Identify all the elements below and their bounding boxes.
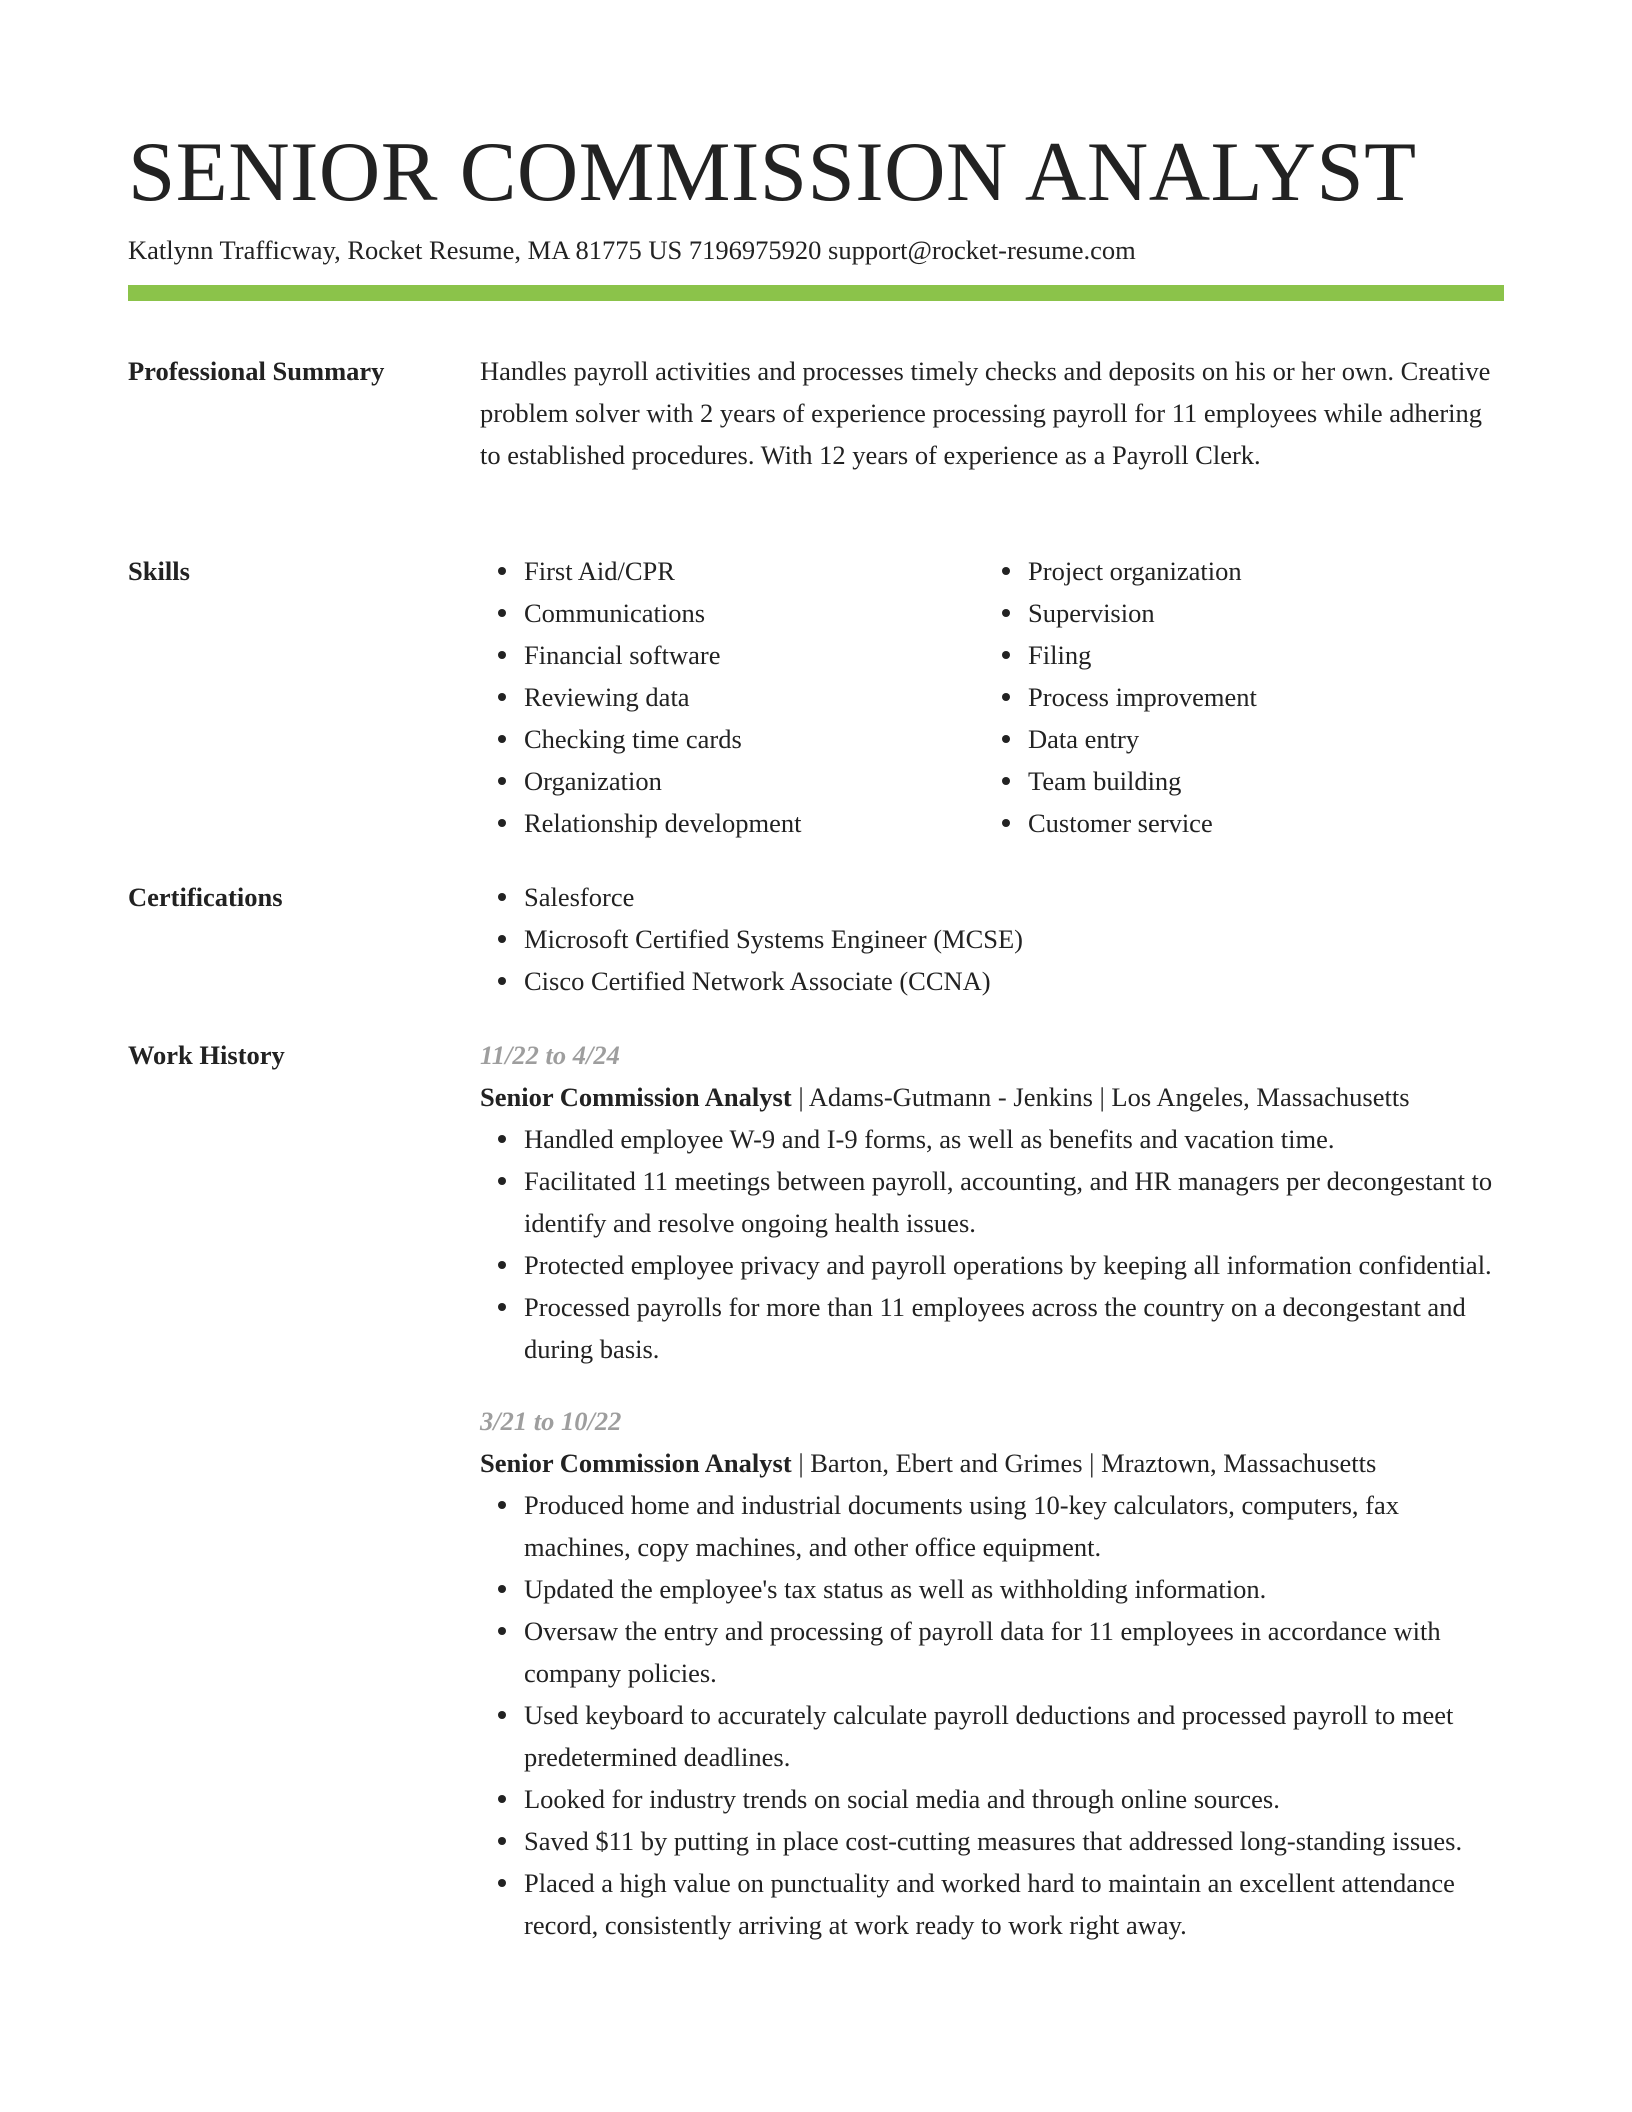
work-history-body xyxy=(480,1034,1504,1976)
skill-item: Data entry xyxy=(1028,718,1484,760)
certifications-label: Certifications xyxy=(128,882,283,912)
summary-body xyxy=(480,350,1504,476)
skill-item: Financial software xyxy=(524,634,984,676)
skill-item: Checking time cards xyxy=(524,718,984,760)
skills-list-right xyxy=(984,550,1484,844)
work-history-label: Work History xyxy=(128,1040,285,1070)
certifications-list xyxy=(480,876,1504,1002)
skill-item: Process improvement xyxy=(1028,676,1484,718)
job-date: 11/22 to 4/24 xyxy=(480,1040,620,1070)
skill-item: Organization xyxy=(524,760,984,802)
skills-list-left xyxy=(480,550,984,844)
certification-item: Salesforce xyxy=(524,876,1504,918)
certification-item: Cisco Certified Network Associate (CCNA) xyxy=(524,960,1504,1002)
skill-item: Team building xyxy=(1028,760,1484,802)
job-company: | Adams-Gutmann - Jenkins | Los Angeles, Massachusetts xyxy=(791,1082,1410,1112)
job-entry xyxy=(480,1400,1504,1946)
certifications-body xyxy=(480,876,1504,1002)
summary-label: Professional Summary xyxy=(128,356,385,386)
job-bullet: Saved $11 by putting in place cost-cutting measures that addressed long-standing issues. xyxy=(524,1820,1504,1862)
skills-label: Skills xyxy=(128,556,190,586)
job-bullet: Protected employee privacy and payroll operations by keeping all information confidential. xyxy=(524,1244,1504,1286)
skill-item: First Aid/CPR xyxy=(524,550,984,592)
job-bullet: Oversaw the entry and processing of payroll data for 11 employees in accordance with company policies. xyxy=(524,1610,1504,1694)
accent-divider xyxy=(128,285,1504,301)
job-bullet: Updated the employee's tax status as well as withholding information. xyxy=(524,1568,1504,1610)
skill-item: Communications xyxy=(524,592,984,634)
skill-item: Customer service xyxy=(1028,802,1484,844)
skill-item: Relationship development xyxy=(524,802,984,844)
skills-body xyxy=(480,550,1504,844)
job-date: 3/21 to 10/22 xyxy=(480,1406,622,1436)
skill-item: Supervision xyxy=(1028,592,1484,634)
job-title: Senior Commission Analyst xyxy=(480,1082,792,1112)
job-title: Senior Commission Analyst xyxy=(480,1448,792,1478)
skill-item: Project organization xyxy=(1028,550,1484,592)
job-bullets xyxy=(480,1484,1504,1946)
skill-item: Filing xyxy=(1028,634,1484,676)
contact-line: Katlynn Trafficway, Rocket Resume, MA 81775 US 7196975920 support@rocket-resume.com xyxy=(128,235,1136,265)
job-bullet: Looked for industry trends on social media and through online sources. xyxy=(524,1778,1504,1820)
job-company: | Barton, Ebert and Grimes | Mraztown, Massachusetts xyxy=(791,1448,1377,1478)
job-heading xyxy=(480,1442,1504,1484)
job-bullet: Placed a high value on punctuality and worked hard to maintain an excellent attendance record, consistently arriving at work ready to work right away. xyxy=(524,1862,1504,1946)
job-bullet: Handled employee W-9 and I-9 forms, as well as benefits and vacation time. xyxy=(524,1118,1504,1160)
job-bullet: Facilitated 11 meetings between payroll, accounting, and HR managers per decongestant to identify and resolve ongoing health issues. xyxy=(524,1160,1504,1244)
resume-title: SENIOR COMMISSION ANALYST xyxy=(128,125,1417,219)
job-heading xyxy=(480,1076,1504,1118)
job-bullet: Produced home and industrial documents using 10-key calculators, computers, fax machines, copy machines, and other office equipment. xyxy=(524,1484,1504,1568)
job-bullet: Used keyboard to accurately calculate payroll deductions and processed payroll to meet predetermined deadlines. xyxy=(524,1694,1504,1778)
certification-item: Microsoft Certified Systems Engineer (MCSE) xyxy=(524,918,1504,960)
job-bullets xyxy=(480,1118,1504,1370)
job-entry xyxy=(480,1034,1504,1370)
summary-text: Handles payroll activities and processes timely checks and deposits on his or her own. Creative problem solver with 2 years of experience processing payroll for 11 employees while adhering to established procedures. With 12 years of experience as a Payroll Clerk. xyxy=(480,356,1491,470)
skill-item: Reviewing data xyxy=(524,676,984,718)
job-bullet: Processed payrolls for more than 11 employees across the country on a decongestant and during basis. xyxy=(524,1286,1504,1370)
